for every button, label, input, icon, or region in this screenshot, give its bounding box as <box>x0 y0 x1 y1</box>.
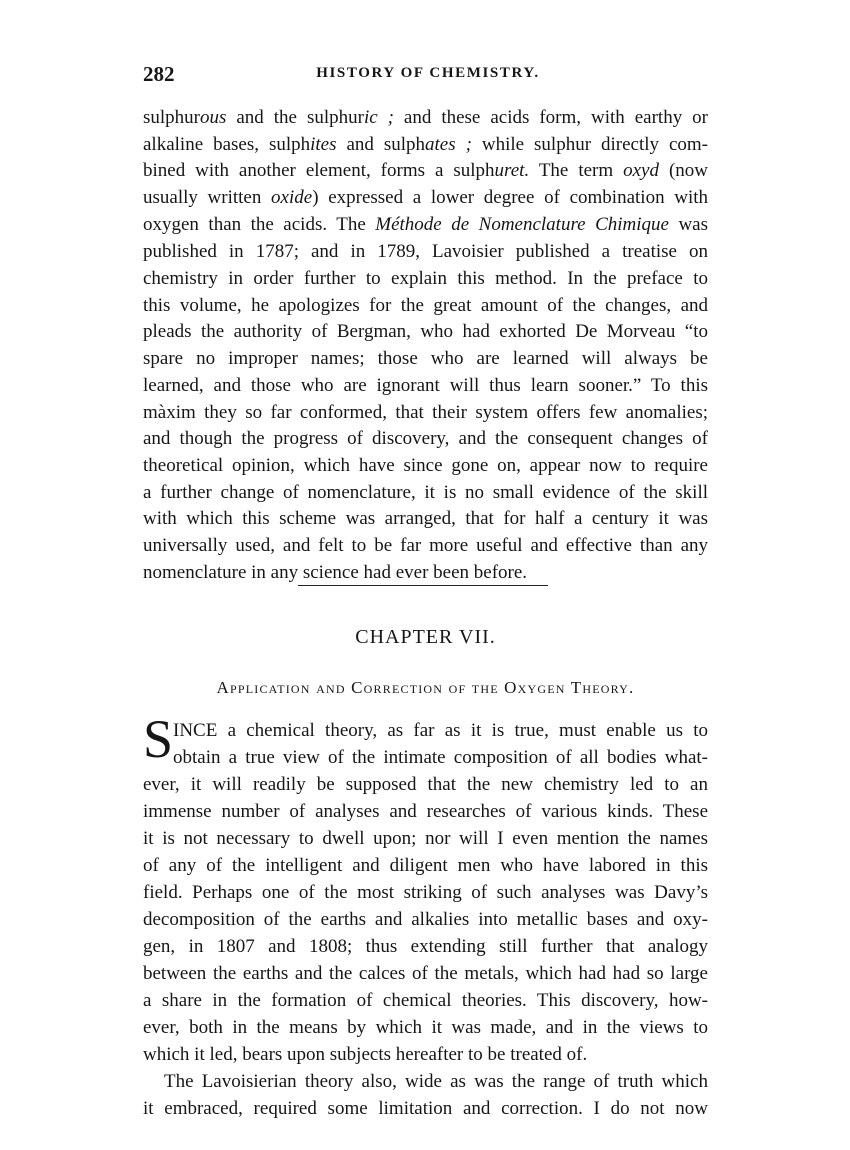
drop-cap: S <box>143 709 174 769</box>
chapter-subtitle: Application and Correction of the Oxygen Theory. <box>216 678 635 697</box>
chapter-title: CHAPTER VII. <box>355 626 496 648</box>
text-line: it is not necessary to dwell upon; nor will I even mention the names <box>143 828 708 849</box>
text-line: pleads the authority of Bergman, who had exhorted De Morveau “to <box>143 321 708 342</box>
text-line: sulphurous and the sulphuric ; and these acids form, with earthy or <box>143 107 708 128</box>
text-line: The Lavoisierian theory also, wide as was the range of truth which <box>164 1071 708 1092</box>
text-line: ever, it will readily be supposed that the new chemistry led to an <box>143 774 708 795</box>
text-line: which it led, bears upon subjects hereafter to be treated of. <box>143 1044 588 1065</box>
text-line: with which this scheme was arranged, that for half a century it was <box>143 508 708 529</box>
text-line: universally used, and felt to be far more useful and effective than any <box>143 535 708 556</box>
text-line: oxygen than the acids. The Méthode de Nomenclature Chimique was <box>143 214 708 235</box>
page-number: 282 <box>143 62 175 86</box>
text-line: INCE a chemical theory, as far as it is true, must enable us to <box>173 720 708 741</box>
running-title: HISTORY OF CHEMISTRY. <box>316 65 540 81</box>
text-line: immense number of analyses and researches of various kinds. These <box>143 801 708 822</box>
text-line: and though the progress of discovery, and the consequent changes of <box>143 428 708 449</box>
text-line: field. Perhaps one of the most striking of such analyses was Davy’s <box>143 882 708 903</box>
text-line: learned, and those who are ignorant will thus learn sooner.” To this <box>143 375 708 396</box>
text-line: of any of the intelligent and diligent men who have labored in this <box>143 855 708 876</box>
text-line: theoretical opinion, which have since gone on, appear now to require <box>143 455 708 476</box>
text-line: decomposition of the earths and alkalies into metallic bases and oxy- <box>143 909 708 930</box>
text-line: bined with another element, forms a sulphuret. The term oxyd (now <box>143 160 708 181</box>
text-line: between the earths and the calces of the metals, which had had so large <box>143 963 708 984</box>
text-line: gen, in 1807 and 1808; thus extending still further that analogy <box>143 936 708 957</box>
text-line: nomenclature in any science had ever been before. <box>143 562 528 583</box>
text-line: chemistry in order further to explain this method. In the preface to <box>143 268 708 289</box>
section-divider <box>298 585 548 586</box>
text-line: obtain a true view of the intimate composition of all bodies what- <box>173 747 708 768</box>
text-line: this volume, he apologizes for the great amount of the changes, and <box>143 295 708 316</box>
text-line: alkaline bases, sulphites and sulphates ; while sulphur directly com- <box>143 134 709 155</box>
text-line: it embraced, required some limitation and correction. I do not now <box>143 1098 708 1119</box>
text-line: published in 1787; and in 1789, Lavoisier published a treatise on <box>143 241 708 262</box>
text-line: a share in the formation of chemical theories. This discovery, how- <box>143 990 708 1011</box>
text-line: spare no improper names; those who are learned will always be <box>143 348 708 369</box>
text-line: màxim they so far conformed, that their system offers few anomalies; <box>143 402 708 423</box>
text-line: ever, both in the means by which it was made, and in the views to <box>143 1017 708 1038</box>
text-line: a further change of nomenclature, it is no small evidence of the skill <box>143 482 708 503</box>
text-line: usually written oxide) expressed a lower degree of combination with <box>143 187 709 208</box>
running-head <box>143 62 713 86</box>
